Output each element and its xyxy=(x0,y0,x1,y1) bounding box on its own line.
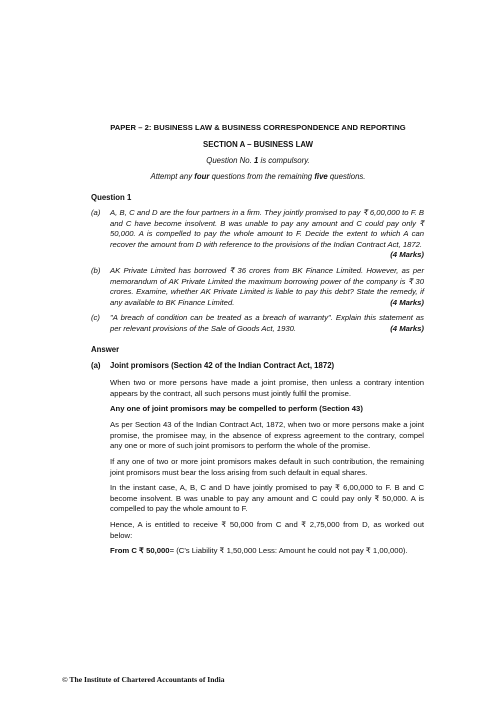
question-item-number: (c) xyxy=(91,313,100,322)
marks-label: (4 Marks) xyxy=(390,323,424,333)
section-title: SECTION A – BUSINESS LAW xyxy=(203,140,313,149)
question-item-number: (a) xyxy=(91,208,101,217)
answer-paragraph: If any one of two or more joint promisors makes default in such contribution, the remaining joint promisors must bear the loss arising from such default in equal shares. xyxy=(110,457,424,477)
paper-title: PAPER – 2: BUSINESS LAW & BUSINESS CORRESPONDENCE AND REPORTING xyxy=(110,123,406,132)
answer-calculation: From C ₹ 50,000= (C's Liability ₹ 1,50,000 Less: Amount he could not pay ₹ 1,00,000). xyxy=(110,546,408,555)
question-item-b xyxy=(91,266,424,308)
marks-label: (4 Marks) xyxy=(390,297,424,307)
question-item-number: (b) xyxy=(91,266,101,275)
question-item-c xyxy=(91,313,424,334)
answer-paragraph: In the instant case, A, B, C and D have jointly promised to pay ₹ 6,00,000 to F. B and C become insolvent. B was unable to pay any amount and C could pay only ₹ 50,000. A is compelled to pay the whole amount to F. xyxy=(110,483,424,514)
answer-paragraph: Hence, A is entitled to receive ₹ 50,000 from C and ₹ 2,75,000 from D, as worked out below: xyxy=(110,520,424,540)
question-item-a xyxy=(91,208,424,261)
attempt-instruction: Attempt any four questions from the remaining five questions. xyxy=(150,172,366,181)
answer-paragraph: As per Section 43 of the Indian Contract Act, 1872, when two or more persons make a joint promise, the promisee may, in the absence of express agreement to the contrary, compel any one or more of such joint promisors to perform the whole of the promise. xyxy=(110,420,424,451)
marks-label: (4 Marks) xyxy=(390,250,424,260)
footer-copyright: © The Institute of Chartered Accountants of India xyxy=(62,675,225,684)
question-heading: Question 1 xyxy=(91,193,132,202)
question-item-text: AK Private Limited has borrowed ₹ 36 crores from BK Finance Limited. However, as per memorandum of AK Private Limited the maximum borrowing power of the company is ₹ 30 crores. Examine, whether AK Private Limited is liable to pay this debt? State the remedy, if any available to BK Finance Limited. xyxy=(110,266,424,307)
answer-heading: Answer xyxy=(91,345,120,354)
question-item-text: A, B, C and D are the four partners in a firm. They jointly promised to pay ₹ 6,00,000 to F. B and C have become insolvent. B was unable to pay any amount and C could pay only ₹ 50,000. A is compelled to pay the whole amount to F. Decide the extent to which A can recover the amount from D with reference to the provisions of the Indian Contract Act, 1872. xyxy=(110,208,424,249)
answer-subheading: (a) Joint promisors (Section 42 of the Indian Contract Act, 1872) xyxy=(91,361,335,370)
answer-subsection-title: Any one of joint promisors may be compelled to perform (Section 43) xyxy=(110,404,363,413)
compulsory-instruction: Question No. 1 is compulsory. xyxy=(206,156,310,165)
answer-paragraph: When two or more persons have made a joint promise, then unless a contrary intention appears by the contract, all such persons must jointly fulfil the promise. xyxy=(110,378,424,398)
question-item-text: "A breach of condition can be treated as a breach of warranty". Explain this statement as per relevant provisions of the Sale of Goods Act, 1930. xyxy=(110,313,424,333)
